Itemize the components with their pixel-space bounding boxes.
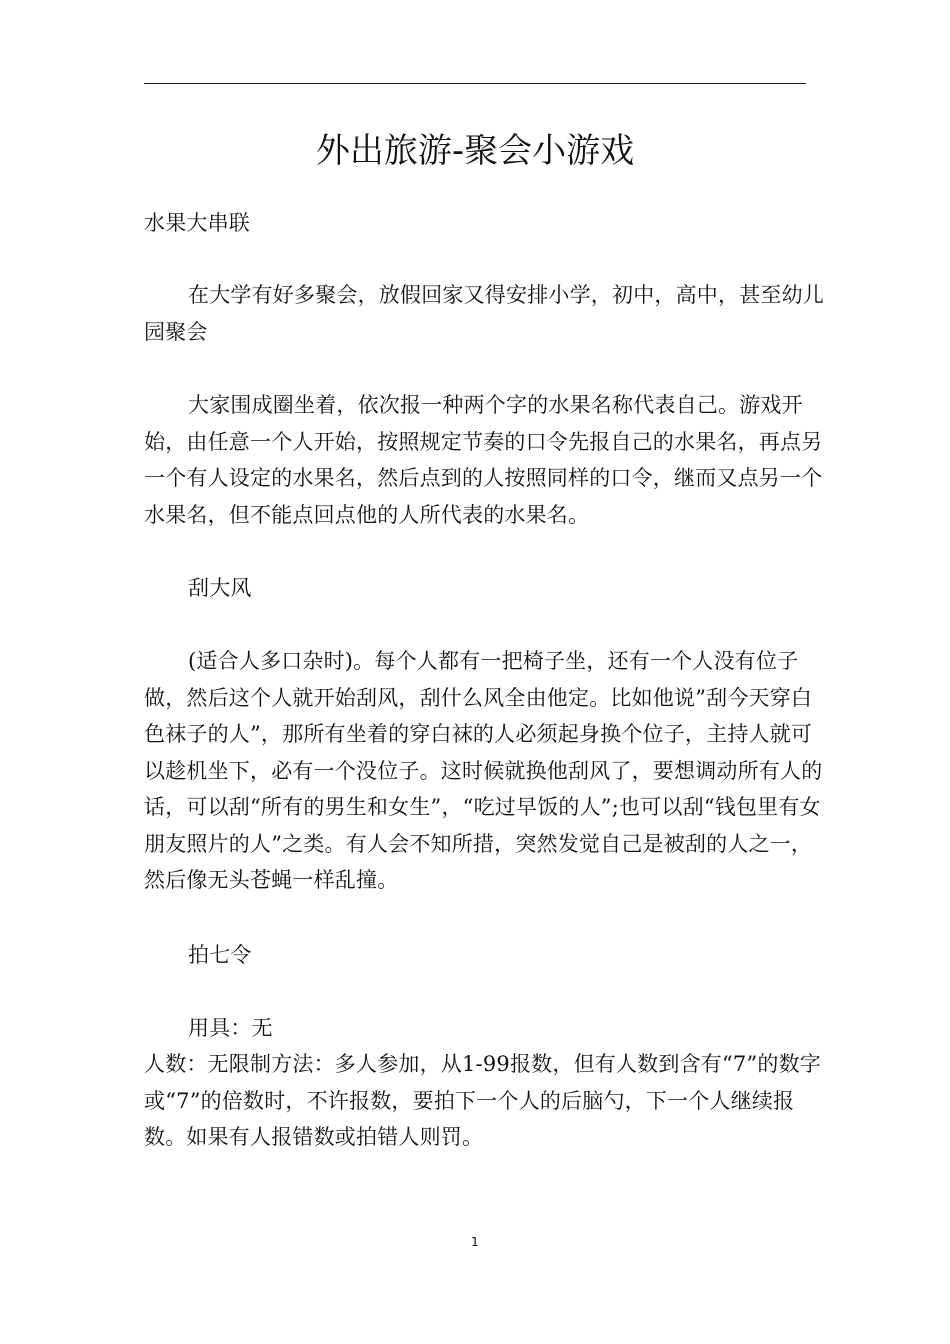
page-number: 1	[471, 1235, 479, 1249]
paragraph-pat-seven-rules: 人数：无限制方法：多人参加，从1-99报数，但有人数到含有“7”的数字或“7”的倍数时，不许报数，要拍下一个人的后脑勺，下一个人继续报数。如果有人报错数或拍错人则罚。	[144, 1052, 822, 1149]
paragraph-intro: 在大学有好多聚会，放假回家又得安排小学，初中，高中，甚至幼儿园聚会	[144, 283, 824, 344]
section-heading-fruit-chain: 水果大串联	[144, 211, 250, 235]
section-heading-big-wind: 刮大风	[188, 576, 252, 600]
document-title: 外出旅游-聚会小游戏	[315, 131, 635, 171]
paragraph-big-wind-rules: (适合人多口杂时)。每个人都有一把椅子坐，还有一个人没有位子做，然后这个人就开始刮风，刮什么风全由他定。比如他说”刮今天穿白色袜子的人”，那所有坐着的穿白袜的人必须起身换个位子，主持人就可以趁机坐下，必有一个没位子。这时候就换他刮风了，要想调动所有人的话，可以刮“所有的男生和女生”，“吃过早饭的人”;也可以刮“钱包里有女朋友照片的人”之类。有人会不知所措，突然发觉自己是被刮的人之一，然后像无头苍蝇一样乱撞。	[144, 649, 823, 892]
section-heading-pat-seven: 拍七令	[188, 943, 252, 967]
paragraph-fruit-chain-rules: 大家围成圈坐着，依次报一种两个字的水果名称代表自己。游戏开始，由任意一个人开始，按照规定节奏的口令先报自己的水果名，再点另一个有人设定的水果名，然后点到的人按照同样的口令，继而又点另一个水果名，但不能点回点他的人所代表的水果名。	[144, 393, 823, 527]
paragraph-tools: 用具：无	[188, 1016, 273, 1040]
header-rule	[144, 83, 806, 84]
